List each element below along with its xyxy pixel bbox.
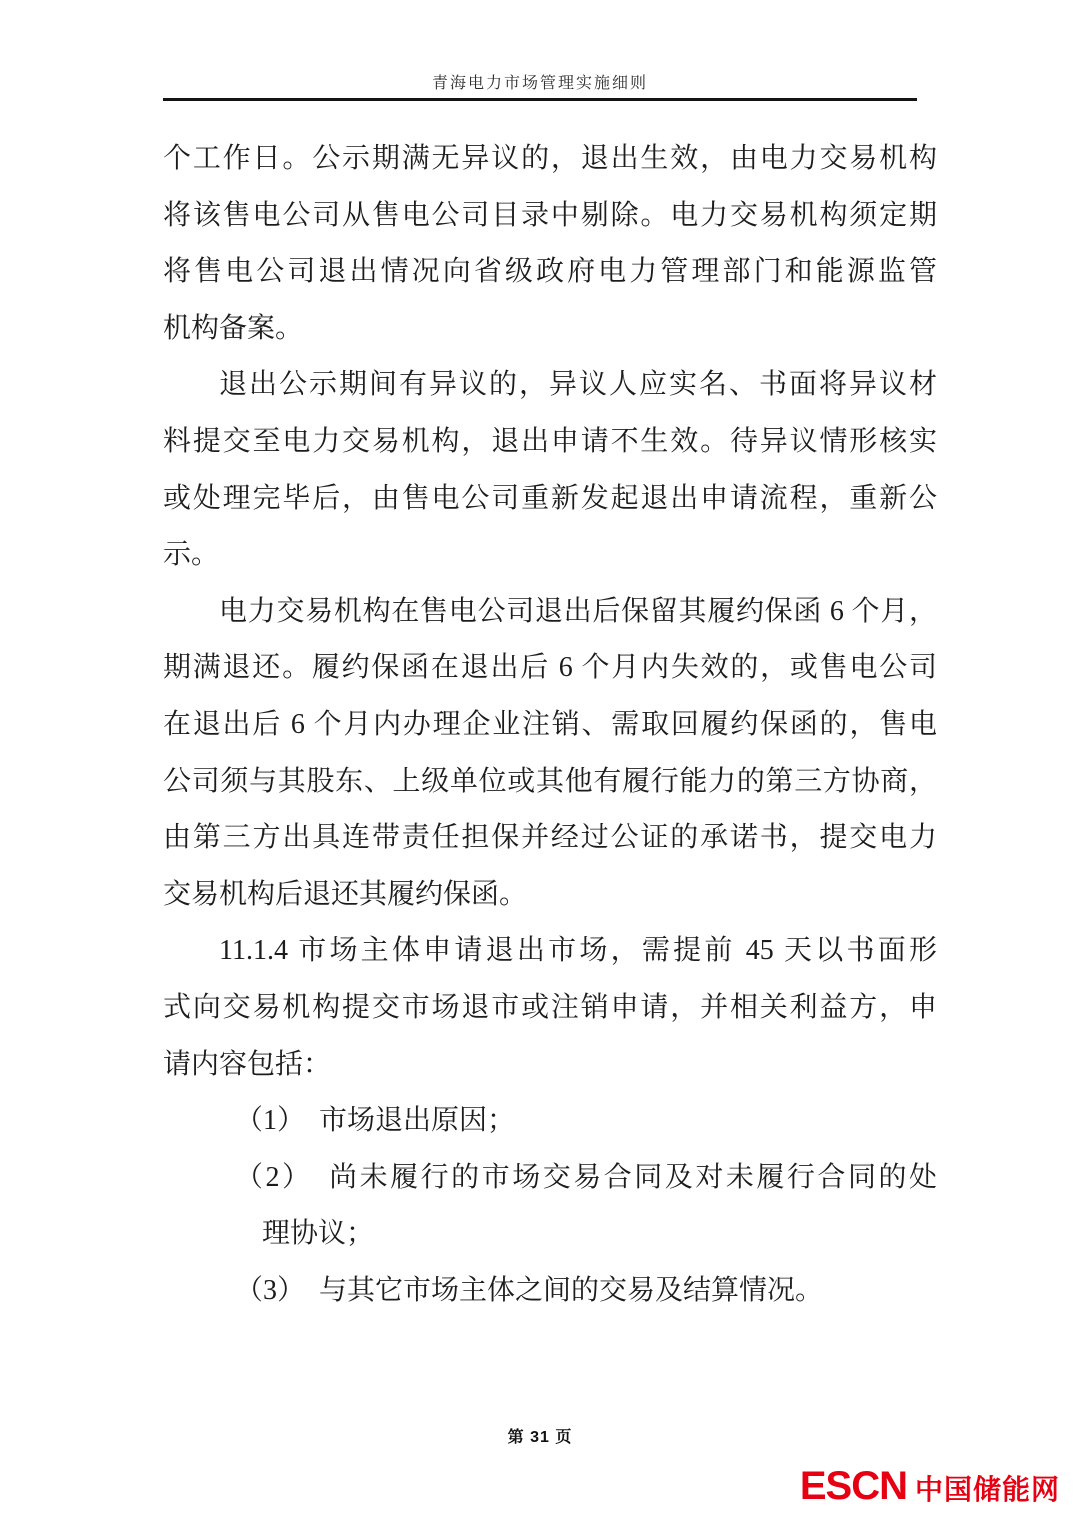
- body-line: 交易机构后退还其履约保函。: [163, 878, 528, 910]
- document-header-title: 青海电力市场管理实施细则: [431, 75, 648, 92]
- body-line: 电力交易机构在售电公司退出后保留其履约保函 6 个月，: [219, 595, 937, 627]
- body-line: 请内容包括：: [163, 1048, 332, 1080]
- body-line: 个工作日。公示期满无异议的，退出生效，由电力交易机构: [163, 143, 937, 174]
- body-line-clause-11-1-4: 11.1.4 市场主体申请退出市场，需提前 45 天以书面形: [219, 935, 937, 967]
- escn-logo: [800, 1466, 1060, 1506]
- body-line: 在退出后 6 个月内办理企业注销、需取回履约保函的，售电: [163, 708, 937, 740]
- logo-escn-text: ESCN: [799, 1464, 907, 1508]
- body-line: 退出公示期间有异议的，异议人应实名、书面将异议材: [219, 369, 937, 401]
- body-line: 将该售电公司从售电公司目录中剔除。电力交易机构须定期: [163, 199, 937, 231]
- body-line: 公司须与其股东、上级单位或其他有履行能力的第三方协商，: [163, 765, 937, 797]
- document-body: [163, 131, 937, 1319]
- body-line: 由第三方出具连带责任担保并经过公证的承诺书，提交电力: [163, 822, 937, 854]
- body-line: 示。: [163, 539, 220, 571]
- body-line: 或处理完毕后，由售电公司重新发起退出申请流程，重新公: [163, 482, 937, 514]
- list-item-2-continuation: 理协议；: [262, 1218, 375, 1250]
- list-item-2: （2） 尚未履行的市场交易合同及对未履行合同的处: [235, 1161, 937, 1193]
- body-line: 机构备案。: [163, 312, 304, 344]
- page-number: 第 31 页: [507, 1429, 573, 1446]
- logo-cn-text: 中国储能网: [914, 1474, 1060, 1505]
- header-rule-divider: [163, 98, 917, 101]
- body-line: 式向交易机构提交市场退市或注销申请，并相关利益方，申: [163, 991, 937, 1023]
- body-line: 料提交至电力交易机构，退出申请不生效。待异议情形核实: [163, 425, 937, 457]
- list-item-3: （3） 与其它市场主体之间的交易及结算情况。: [235, 1274, 824, 1306]
- body-line: 期满退还。履约保函在退出后 6 个月内失效的，或售电公司: [163, 652, 937, 684]
- list-item-1: （1） 市场退出原因；: [235, 1105, 516, 1137]
- body-line: 将售电公司退出情况向省级政府电力管理部门和能源监管: [163, 256, 937, 288]
